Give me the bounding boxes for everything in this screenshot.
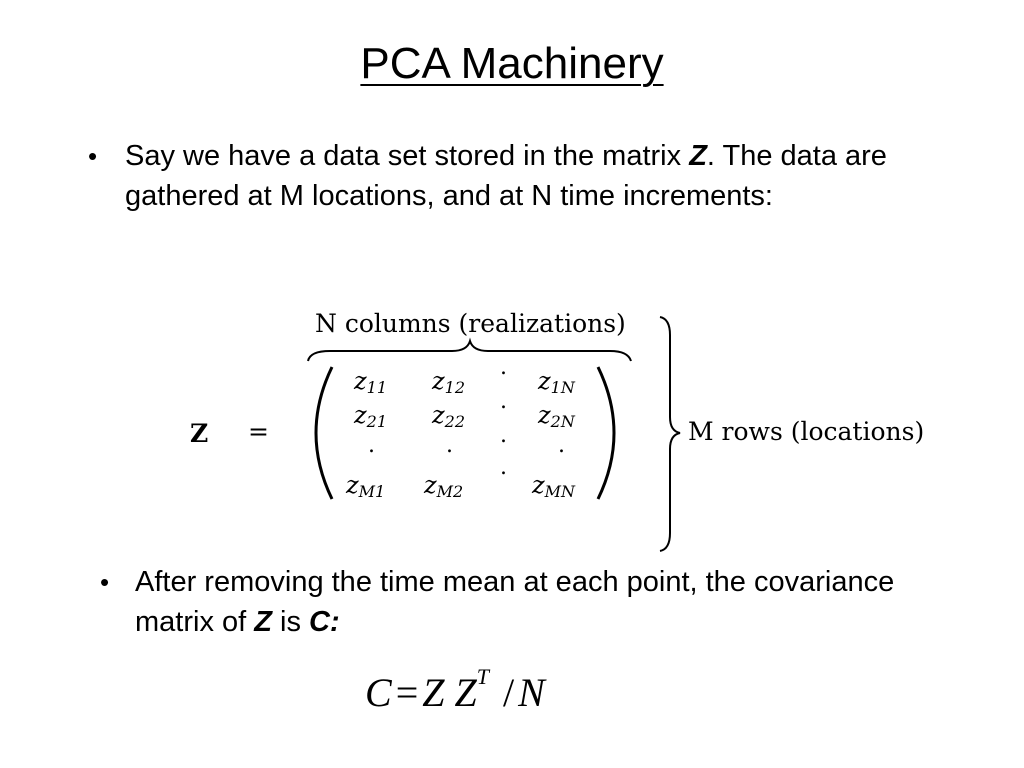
matrix-dot: . <box>500 455 507 480</box>
right-paren <box>598 367 614 499</box>
matrix-dot: . <box>558 433 565 458</box>
matrix-z-emphasis: Z <box>254 606 272 638</box>
matrix-dot: . <box>368 433 375 458</box>
matrix-z-emphasis: Z <box>689 140 707 172</box>
matrix-lhs: Z <box>190 419 209 448</box>
covariance-formula <box>365 664 545 716</box>
matrix-cell-z21: $z_{21}$ <box>354 401 388 431</box>
formula-n: N <box>518 670 545 715</box>
formula-c: C <box>365 670 392 715</box>
matrix-c-emphasis: C: <box>309 606 340 638</box>
matrix-cell-z11: $z_{11}$ <box>354 367 388 397</box>
matrix-dot: . <box>500 389 507 414</box>
matrix-cell-z12: $z_{12}$ <box>432 367 466 397</box>
formula-z: Z <box>422 670 445 715</box>
matrix-cell-z1n: $z_{1N}$ <box>538 367 575 397</box>
columns-brace <box>308 341 631 361</box>
matrix-cell-zmn: $z_{MN}$ <box>532 471 576 501</box>
matrix-dot: . <box>500 423 507 448</box>
matrix-cell-zm2: $z_{M2}$ <box>424 471 464 501</box>
left-paren <box>316 367 332 499</box>
bullet-text-part: is <box>271 606 310 638</box>
matrix-cell-zm1: $z_{M1}$ <box>346 471 386 501</box>
bullet-covariance <box>100 562 920 652</box>
matrix-equals: = <box>248 417 269 446</box>
rows-brace <box>660 317 680 551</box>
columns-label: N columns (realizations) <box>315 309 626 338</box>
bullet-text-part: Say we have a data set stored in the matrix <box>125 140 690 172</box>
bullet-text <box>135 562 915 642</box>
bullet-marker: • <box>88 141 98 171</box>
bullet-text-part: . The data are gathered at M locations, and at N time increments: <box>125 140 887 212</box>
matrix-cell-z22: $z_{22}$ <box>432 401 466 431</box>
formula-equals: = <box>395 670 419 715</box>
bullet-data-set <box>88 136 918 266</box>
rows-label: M rows (locations) <box>688 417 925 446</box>
matrix-dot: . <box>446 433 453 458</box>
slide-title: PCA Machinery <box>360 39 664 88</box>
matrix-figure <box>180 305 940 560</box>
bullet-text <box>125 136 915 216</box>
matrix-dot: . <box>500 355 507 380</box>
formula-slash: / <box>503 670 515 715</box>
bullet-marker: • <box>100 567 110 597</box>
formula-z: Z <box>454 670 477 715</box>
matrix-cell-z2n: $z_{2N}$ <box>538 401 575 431</box>
formula-transpose: T <box>476 664 489 689</box>
bullet-text-part: After removing the time mean at each point, the covariance matrix of <box>135 566 895 638</box>
